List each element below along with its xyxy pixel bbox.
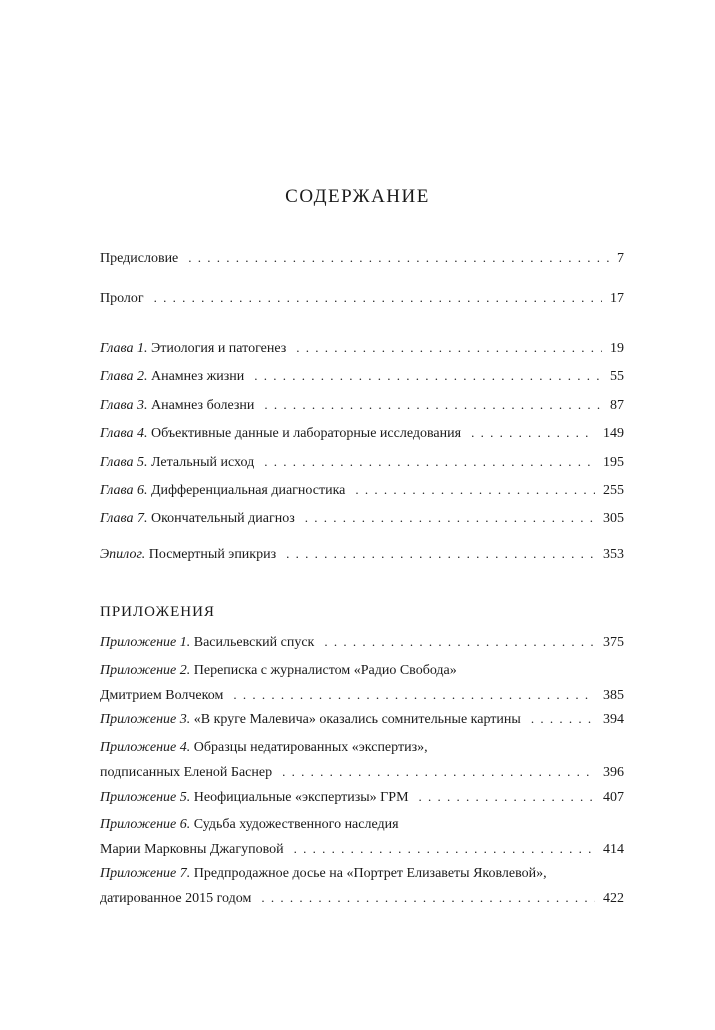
entry-title-line2: Марии Марковны Джагуповой [100,842,284,857]
entry-title-line1: Образцы недатированных «экспертиз», [190,740,428,755]
dot-leader [355,478,595,502]
toc-entry-chapter-2 [100,364,624,389]
toc-entry-appendix-1 [100,630,624,655]
dot-leader [233,683,595,707]
entry-prefix: Глава 5. [100,455,148,470]
entry-prefix: Глава 6. [100,483,148,498]
entry-title: Объективные данные и лабораторные исследования [147,426,462,441]
entry-title-line1: Переписка с журналистом «Радио Свобода» [190,663,457,678]
entry-title: Анамнез болезни [147,398,255,413]
appendix-section-title: ПРИЛОЖЕНИЯ [100,604,215,620]
entry-title: Неофициальные «экспертизы» ГРМ [190,790,409,805]
page-number: 149 [603,426,624,441]
dot-leader [294,837,595,861]
page-number: 422 [603,891,624,906]
page-number: 396 [603,765,624,780]
page-title: СОДЕРЖАНИЕ [285,186,430,207]
page-number: 305 [603,511,624,526]
entry-prefix: Глава 4. [100,426,148,441]
page-number: 55 [610,369,624,384]
entry-title: Васильевский спуск [190,635,315,650]
toc-entry-appendix-3 [100,707,624,732]
entry-title: Пролог [100,291,144,306]
entry-prefix: Глава 3. [100,398,148,413]
page-number: 255 [603,483,624,498]
dot-leader [419,785,595,809]
toc-entry-chapter-4 [100,421,624,446]
toc-entry-epilogue [100,542,624,567]
entry-title: Анамнез жизни [147,369,245,384]
toc-entry-appendix-7 [100,862,624,911]
page-number: 407 [603,790,624,805]
dot-leader [471,421,595,445]
entry-prefix: Приложение 2. [100,663,191,678]
dot-leader [254,364,602,388]
entry-title: «В круге Малевича» оказались сомнительные картины [190,712,521,727]
toc-entry-appendix-4 [100,736,624,785]
page-number: 17 [610,291,624,306]
entry-title: Летальный исход [147,455,255,470]
entry-prefix: Глава 1. [100,341,148,356]
entry-title-line2: подписанных Еленой Баснер [100,765,273,780]
entry-title-line1: Предпродажное досье на «Портрет Елизаветы Яковлевой», [190,866,547,881]
dot-leader [296,336,602,360]
dot-leader [531,707,595,731]
toc-entry-chapter-5 [100,450,624,475]
toc-entry-chapter-7 [100,506,624,531]
page-number: 87 [610,398,624,413]
entry-prefix: Эпилог. [100,547,146,562]
dot-leader [305,506,595,530]
entry-prefix: Глава 7. [100,511,148,526]
entry-title: Посмертный эпикриз [145,547,277,562]
entry-prefix: Приложение 6. [100,817,191,832]
page-number: 195 [603,455,624,470]
toc-entry-preface [100,246,624,271]
page-number: 394 [603,712,624,727]
toc-entry-chapter-1 [100,336,624,361]
dot-leader [188,246,609,270]
page-number: 385 [603,688,624,703]
page-number: 414 [603,842,624,857]
entry-title-line2: Дмитрием Волчеком [100,688,224,703]
toc-entry-prologue [100,286,624,311]
page-number: 19 [610,341,624,356]
dot-leader [264,393,602,417]
toc-entry-appendix-5 [100,785,624,810]
entry-prefix: Приложение 7. [100,866,191,881]
dot-leader [282,760,595,784]
dot-leader [324,630,595,654]
page-number: 353 [603,547,624,562]
entry-title: Окончательный диагноз [147,511,295,526]
entry-prefix: Глава 2. [100,369,148,384]
entry-title-line2: датированное 2015 годом [100,891,252,906]
page-number: 375 [603,635,624,650]
dot-leader [264,450,595,474]
dot-leader [261,886,595,910]
dot-leader [154,286,602,310]
entry-prefix: Приложение 1. [100,635,191,650]
toc-entry-chapter-6 [100,478,624,503]
entry-prefix: Приложение 3. [100,712,191,727]
entry-prefix: Приложение 4. [100,740,191,755]
entry-title: Дифференциальная диагностика [147,483,346,498]
entry-title: Предисловие [100,251,179,266]
toc-entry-appendix-2 [100,659,624,708]
toc-entry-appendix-6 [100,813,624,862]
entry-title-line1: Судьба художественного наследия [190,817,399,832]
entry-title: Этиология и патогенез [147,341,287,356]
page-number: 7 [617,251,624,266]
entry-prefix: Приложение 5. [100,790,191,805]
dot-leader [286,542,595,566]
toc-entry-chapter-3 [100,393,624,418]
